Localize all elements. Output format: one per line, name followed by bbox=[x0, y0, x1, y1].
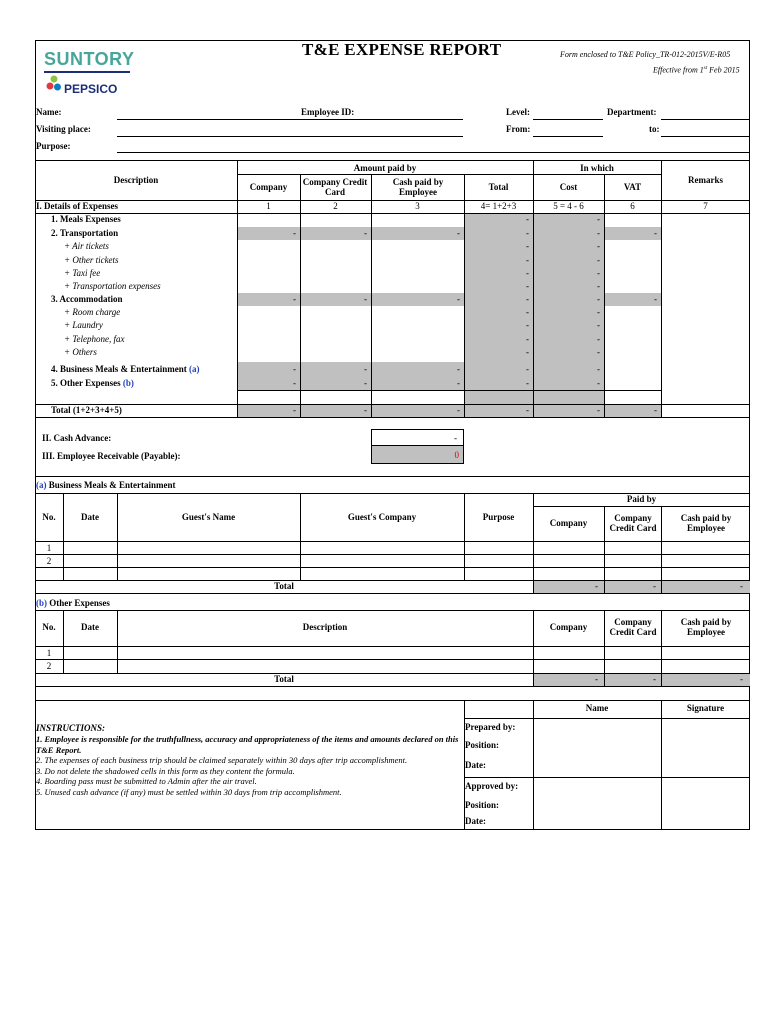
a-col-company: Company bbox=[549, 518, 588, 528]
col-index: 3 bbox=[415, 201, 420, 211]
dash-value: - bbox=[364, 364, 367, 374]
pepsico-globe-icon bbox=[46, 75, 62, 93]
b-total-cash: - bbox=[740, 674, 743, 684]
dash-value: - bbox=[597, 405, 600, 415]
cash-advance-label: II. Cash Advance: bbox=[42, 433, 112, 443]
dash-value: - bbox=[654, 294, 657, 304]
name-label: Name: bbox=[36, 107, 62, 117]
instructions bbox=[36, 723, 462, 797]
a-col-guest-name: Guest's Name bbox=[181, 512, 236, 522]
employee-id-label: Employee ID: bbox=[301, 107, 355, 117]
effective-date: Effective from 1st Feb 2015 bbox=[653, 65, 740, 75]
dash-value: - bbox=[293, 228, 296, 238]
dash-value: - bbox=[457, 378, 460, 388]
a-col-purpose: Purpose bbox=[482, 512, 515, 522]
dash-value: - bbox=[526, 228, 529, 238]
row-meals: 1. Meals Expenses bbox=[51, 214, 121, 224]
dash-value: - bbox=[364, 405, 367, 415]
prepared-by-signature-cell[interactable] bbox=[662, 719, 750, 777]
dash-value: - bbox=[597, 281, 600, 291]
dash-value: - bbox=[597, 294, 600, 304]
instruction-item: 3. Do not delete the shadowed cells in this form as they content the formula. bbox=[36, 765, 295, 776]
row-business-meals: 4. Business Meals & Entertainment (a) bbox=[51, 364, 200, 374]
dash-value: - bbox=[597, 364, 600, 374]
b-col-date: Date bbox=[81, 622, 99, 632]
dash-value: - bbox=[457, 228, 460, 238]
col-credit-card: Company Credit Card bbox=[302, 177, 368, 197]
col-description: Description bbox=[113, 175, 159, 185]
approved-position-label: Position: bbox=[465, 800, 500, 810]
row-other-expenses: 5. Other Expenses (b) bbox=[51, 378, 134, 388]
dash-value: - bbox=[597, 255, 600, 265]
prepared-by-label: Prepared by: bbox=[465, 722, 516, 732]
dash-value: - bbox=[457, 294, 460, 304]
approved-by-label: Approved by: bbox=[465, 781, 519, 791]
row-air-tickets: + Air tickets bbox=[64, 241, 109, 251]
row-transportation: 2. Transportation bbox=[51, 228, 119, 238]
suntory-logo: SUNTORY bbox=[44, 49, 135, 69]
dash-value: - bbox=[597, 268, 600, 278]
dash-value: - bbox=[293, 405, 296, 415]
to-label: to: bbox=[649, 124, 660, 134]
logo-divider bbox=[44, 71, 130, 73]
a-total-company: - bbox=[595, 581, 598, 591]
row-laundry: + Laundry bbox=[64, 320, 103, 330]
a-total-label: Total bbox=[274, 581, 294, 591]
b-col-description: Description bbox=[302, 622, 348, 632]
a-total-credit-card: - bbox=[653, 581, 656, 591]
to-field[interactable] bbox=[661, 136, 750, 137]
dash-value: - bbox=[597, 334, 600, 344]
a-col-cash: Cash paid by Employee bbox=[680, 513, 732, 533]
visiting-place-field[interactable] bbox=[117, 136, 463, 137]
dash-value: - bbox=[597, 241, 600, 251]
b-row-number: 1 bbox=[46, 648, 52, 658]
b-col-company: Company bbox=[549, 622, 588, 632]
dash-value: - bbox=[457, 364, 460, 374]
dash-value: - bbox=[526, 378, 529, 388]
dash-value: - bbox=[597, 320, 600, 330]
dash-value: - bbox=[526, 255, 529, 265]
pepsico-logo: PEPSICO bbox=[64, 82, 118, 96]
dash-value: - bbox=[597, 307, 600, 317]
instruction-item: 5. Unused cash advance (if any) must be settled within 30 days from trip accomplishment. bbox=[36, 786, 342, 797]
b-col-no: No. bbox=[42, 622, 56, 632]
dash-value: - bbox=[364, 294, 367, 304]
visiting-place-label: Visiting place: bbox=[36, 124, 91, 134]
col-index: 1 bbox=[266, 201, 271, 211]
col-remarks: Remarks bbox=[688, 175, 723, 185]
level-field[interactable] bbox=[533, 119, 603, 120]
section-a-title: (a) Business Meals & Entertainment bbox=[36, 480, 176, 490]
form-reference: Form enclosed to T&E Policy_TR-012-2015V/E-R05 bbox=[560, 50, 731, 59]
b-row-number: 2 bbox=[46, 661, 52, 671]
a-row-number: 2 bbox=[46, 556, 52, 566]
dash-value: - bbox=[526, 307, 529, 317]
page-title: T&E EXPENSE REPORT bbox=[302, 40, 502, 59]
dash-value: - bbox=[526, 241, 529, 251]
cash-advance-value: - bbox=[454, 433, 457, 443]
b-col-cash: Cash paid by Employee bbox=[680, 617, 732, 637]
b-total-label: Total bbox=[274, 674, 294, 684]
a-row-number: 1 bbox=[46, 543, 52, 553]
department-label: Department: bbox=[607, 107, 657, 117]
from-field[interactable] bbox=[533, 136, 603, 137]
prepared-by-name-cell[interactable] bbox=[534, 719, 661, 777]
level-label: Level: bbox=[506, 107, 530, 117]
b-total-company: - bbox=[595, 674, 598, 684]
dash-value: - bbox=[526, 347, 529, 357]
row-room-charge: + Room charge bbox=[64, 307, 121, 317]
instructions-heading: INSTRUCTIONS: bbox=[36, 723, 106, 733]
col-in-which: In which bbox=[580, 163, 614, 173]
instruction-item: 4. Boarding pass must be submitted to Admin after the air travel. bbox=[36, 776, 257, 786]
dash-value: - bbox=[293, 378, 296, 388]
a-col-credit-card: Company Credit Card bbox=[609, 513, 657, 533]
dash-value: - bbox=[293, 294, 296, 304]
signoff-col-signature: Signature bbox=[686, 703, 725, 713]
dash-value: - bbox=[526, 281, 529, 291]
dash-value: - bbox=[364, 378, 367, 388]
dash-value: - bbox=[654, 228, 657, 238]
approved-by-signature-cell[interactable] bbox=[662, 778, 750, 830]
dash-value: - bbox=[457, 405, 460, 415]
col-company: Company bbox=[249, 182, 288, 192]
dash-value: - bbox=[597, 378, 600, 388]
purpose-field[interactable] bbox=[117, 152, 750, 153]
row-accommodation: 3. Accommodation bbox=[51, 294, 123, 304]
a-col-paid-by: Paid by bbox=[626, 494, 657, 504]
name-field[interactable] bbox=[117, 119, 463, 120]
signoff-col-name: Name bbox=[585, 703, 609, 713]
col-index: 6 bbox=[630, 201, 635, 211]
b-col-credit-card: Company Credit Card bbox=[609, 617, 657, 637]
cash-advance-cell[interactable] bbox=[371, 429, 464, 446]
col-amount-paid-by: Amount paid by bbox=[353, 163, 417, 173]
row-others: + Others bbox=[64, 347, 97, 357]
a-col-no: No. bbox=[42, 512, 56, 522]
section-b-title: (b) Other Expenses bbox=[36, 598, 110, 608]
dash-value: - bbox=[597, 347, 600, 357]
col-index: 4= 1+2+3 bbox=[480, 201, 517, 211]
prepared-date-label: Date: bbox=[465, 760, 486, 770]
approved-date-label: Date: bbox=[465, 816, 486, 826]
b-total-credit-card: - bbox=[653, 674, 656, 684]
instruction-item: 1. Employee is responsible for the truthfullness, accuracy and appropriateness of the items and amounts declared on this T&E Report. bbox=[36, 734, 459, 755]
from-label: From: bbox=[506, 124, 531, 134]
dash-value: - bbox=[597, 214, 600, 224]
prepared-position-label: Position: bbox=[465, 740, 500, 750]
dash-value: - bbox=[526, 364, 529, 374]
details-of-expenses: I. Details of Expenses bbox=[36, 201, 119, 211]
dash-value: - bbox=[293, 364, 296, 374]
approved-by-name-cell[interactable] bbox=[534, 778, 661, 830]
dash-value: - bbox=[654, 405, 657, 415]
col-cost: Cost bbox=[559, 182, 578, 192]
dash-value: - bbox=[597, 228, 600, 238]
col-cash: Cash paid by Employee bbox=[392, 177, 444, 197]
dash-value: - bbox=[364, 228, 367, 238]
dash-value: - bbox=[526, 268, 529, 278]
row-total: Total (1+2+3+4+5) bbox=[51, 405, 122, 415]
instruction-item: 2. The expenses of each business trip should be claimed separately within 30 days after trip accomplishment. bbox=[36, 755, 408, 765]
a-col-date: Date bbox=[81, 512, 99, 522]
dash-value: - bbox=[526, 334, 529, 344]
col-vat: VAT bbox=[623, 182, 642, 192]
col-index: 7 bbox=[703, 201, 708, 211]
employee-receivable-label: III. Employee Receivable (Payable): bbox=[42, 451, 181, 461]
row-other-tickets: + Other tickets bbox=[64, 255, 119, 265]
employee-receivable-cell bbox=[371, 446, 464, 464]
col-index: 2 bbox=[333, 201, 338, 211]
dash-value: - bbox=[526, 405, 529, 415]
row-transportation-expenses: + Transportation expenses bbox=[64, 281, 161, 291]
a-total-cash: - bbox=[740, 581, 743, 591]
department-field[interactable] bbox=[661, 119, 750, 120]
col-index: 5 = 4 - 6 bbox=[553, 201, 584, 211]
row-telephone-fax: + Telephone, fax bbox=[64, 334, 125, 344]
dash-value: - bbox=[526, 294, 529, 304]
dash-value: - bbox=[526, 214, 529, 224]
dash-value: - bbox=[526, 320, 529, 330]
a-col-guest-company: Guest's Company bbox=[347, 512, 417, 522]
employee-receivable-value: 0 bbox=[454, 450, 459, 460]
row-taxi-fee: + Taxi fee bbox=[64, 268, 101, 278]
col-total: Total bbox=[488, 182, 509, 192]
purpose-label: Purpose: bbox=[36, 141, 71, 151]
